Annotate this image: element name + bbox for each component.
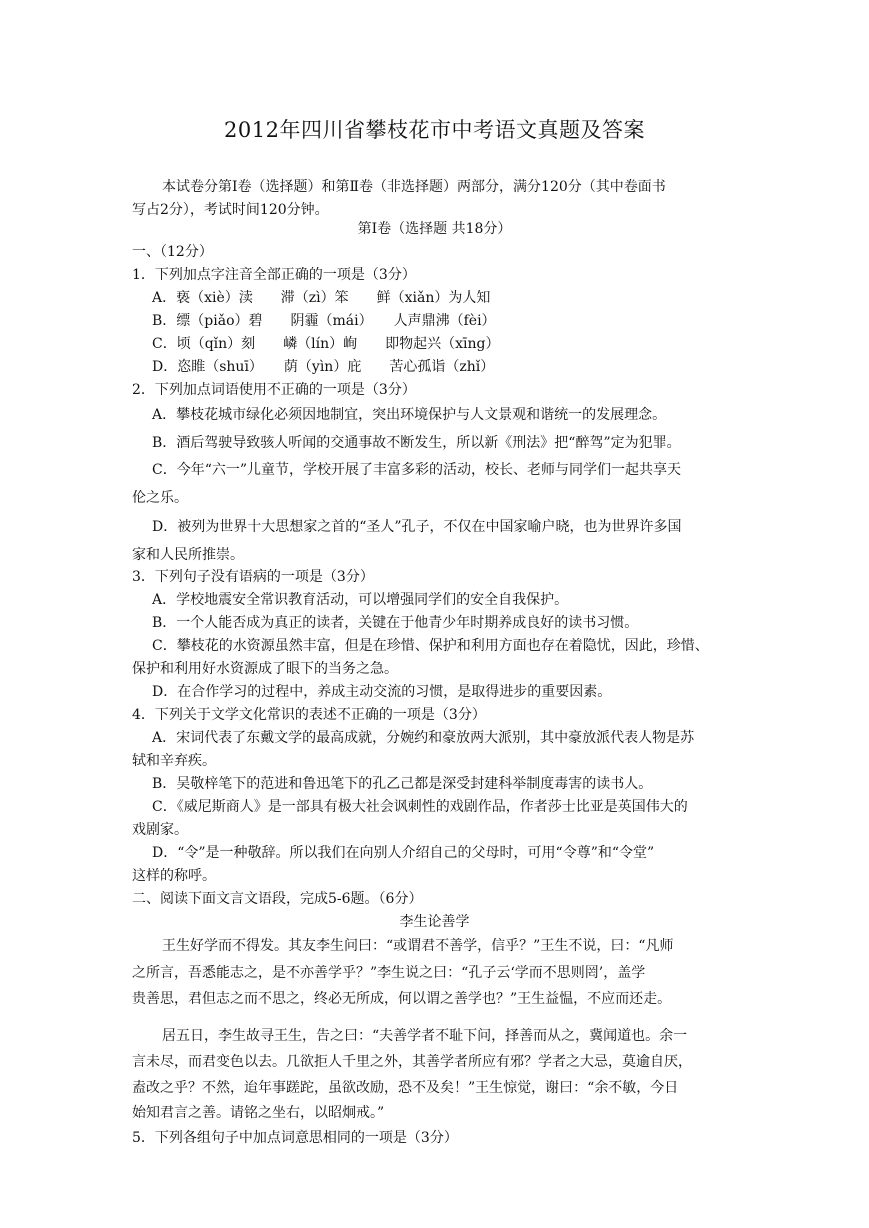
section2-heading: 二、阅读下面文言文语段，完成5-6题。（6分） — [132, 891, 423, 907]
q2-option-c-cont: 伦之乐。 — [132, 490, 188, 506]
passage-line: 王生好学而不得发。其友李生问曰：“或谓君不善学，信乎？”王生不说，曰：“凡师 — [162, 938, 674, 954]
passage-line: 始知君言之善。请铭之坐右，以昭炯戒。” — [132, 1105, 385, 1121]
intro-line: 本试卷分第Ⅰ卷（选择题）和第Ⅱ卷（非选择题）两部分，满分120分（其中卷面书 — [162, 179, 666, 195]
passage-p2-line2-block — [0, 1051, 869, 1074]
q3-q4-block — [0, 566, 869, 934]
q2-option-c-cont-block — [0, 487, 869, 510]
q2-option-c-block — [0, 459, 869, 482]
q1-option-b: B．缥（piǎo）碧 阴霾（mái） 人声鼎沸（fèi） — [152, 313, 496, 329]
q1-stem: 1．下列加点字注音全部正确的一项是（3分） — [132, 267, 416, 283]
q3-option-d: D．在合作学习的过程中，养成主动交流的习惯，是取得进步的重要因素。 — [152, 684, 612, 700]
q5-block — [0, 1127, 869, 1150]
passage-p2-line1-block — [0, 1025, 869, 1048]
part1-heading: 第Ⅰ卷（选择题 共18分） — [357, 221, 512, 237]
passage-line: 贵善思，君但志之而不思之，终必无所成，何以谓之善学也？”王生益愠，不应而还走。 — [132, 991, 672, 1007]
passage-p1-line2-block — [0, 962, 869, 985]
passage-line: 之所言，吾悉能志之，是不亦善学乎？”李生说之曰：“孔子云‘学而不思则罔’，盖学 — [132, 965, 646, 981]
q2-option-b-block — [0, 432, 869, 455]
q4-option-d: D．“令”是一种敬辞。所以我们在向别人介绍自己的父母时，可用“令尊”和“令堂” — [152, 845, 655, 861]
q3-option-c: C．攀枝花的水资源虽然丰富，但是在珍惜、保护和利用方面也存在着隐忧，因此，珍惜、 — [152, 638, 709, 654]
q4-option-a: A．宋词代表了东戴文学的最高成就，分婉约和豪放两大派别，其中豪放派代表人物是苏 — [152, 730, 695, 746]
document-title: 2012年四川省攀枝花市中考语文真题及答案 — [224, 118, 645, 142]
q2-option-c: C．今年“六一”儿童节，学校开展了丰富多彩的活动，校长、老师与同学们一起共享天 — [152, 462, 682, 478]
q4-option-c: C．《威尼斯商人》是一部具有极大社会讽刺性的戏剧作品，作者莎士比亚是英国伟大的 — [152, 799, 688, 815]
passage-line: 居五日，李生故寻王生，告之曰：“夫善学者不耻下问，择善而从之，冀闻道也。余一 — [162, 1028, 688, 1044]
q1-option-a: A．亵（xiè）渎 滞（zì）笨 鲜（xiǎn）为人知 — [152, 290, 491, 306]
passage-p1-line3-block — [0, 988, 869, 1011]
q2-option-d: D．被列为世界十大思想家之首的“圣人”孔子，不仅在中国家喻户晓，也为世界许多国 — [152, 519, 682, 535]
part1-heading-block — [0, 218, 869, 241]
passage-line: 言未尽，而君变色以去。几欲拒人千里之外，其善学者所应有邪？学者之大忌，莫逾自厌， — [132, 1054, 692, 1070]
q2-option-a-block — [0, 404, 869, 427]
intro-line: 写占2分），考试时间120分钟。 — [132, 202, 329, 218]
q2-option-d-block — [0, 516, 869, 539]
q2-option-d-cont: 家和人民所推崇。 — [132, 547, 244, 563]
q5-stem: 5．下列各组句子中加点词意思相同的一项是（3分） — [132, 1130, 458, 1146]
intro-block — [0, 176, 869, 222]
q2-option-b: B．酒后驾驶导致骇人听闻的交通事故不断发生，所以新《刑法》把“醉驾”定为犯罪。 — [152, 435, 681, 451]
q4-option-d-cont: 这样的称呼。 — [132, 868, 216, 884]
q4-stem: 4．下列关于文学文化常识的表述不正确的一项是（3分） — [132, 707, 486, 723]
passage-title: 李生论善学 — [399, 914, 470, 930]
passage-p2-line4-block — [0, 1102, 869, 1125]
q2-option-d-cont-block — [0, 544, 869, 567]
q4-option-c-cont: 戏剧家。 — [132, 822, 188, 838]
q3-option-b: B．一个人能否成为真正的读者，关键在于他青少年时期养成良好的读书习惯。 — [152, 615, 639, 631]
q2-stem: 2．下列加点词语使用不正确的一项是（3分） — [132, 382, 416, 398]
section1-heading: 一、（12分） — [132, 244, 213, 260]
q4-option-a-cont: 轼和辛弃疾。 — [132, 753, 216, 769]
passage-p1-line1-block — [0, 935, 869, 958]
passage-line: 盍改之乎？不然，迨年事蹉跎，虽欲改励，恐不及矣！”王生惊觉，谢曰：“余不敏，今日 — [132, 1080, 679, 1096]
q4-option-b: B．吴敬梓笔下的范进和鲁迅笔下的孔乙己都是深受封建科举制度毒害的读书人。 — [152, 776, 653, 792]
q3-stem: 3．下列句子没有语病的一项是（3分） — [132, 569, 374, 585]
section1-block — [0, 241, 869, 402]
q3-option-a: A．学校地震安全常识教育活动，可以增强同学们的安全自我保护。 — [152, 592, 569, 608]
q3-option-c-cont: 保护和利用好水资源成了眼下的当务之急。 — [132, 661, 398, 677]
q1-option-d: D．恣睢（shuī） 荫（yìn）庇 苦心孤诣（zhǐ） — [152, 359, 495, 375]
q1-option-c: C．顷（qǐn）刻 嶙（lín）峋 即物起兴（xīng） — [152, 336, 500, 352]
q2-option-a: A．攀枝花城市绿化必须因地制宜，突出环境保护与人文景观和谐统一的发展理念。 — [152, 407, 667, 423]
passage-p2-line3-block — [0, 1077, 869, 1100]
